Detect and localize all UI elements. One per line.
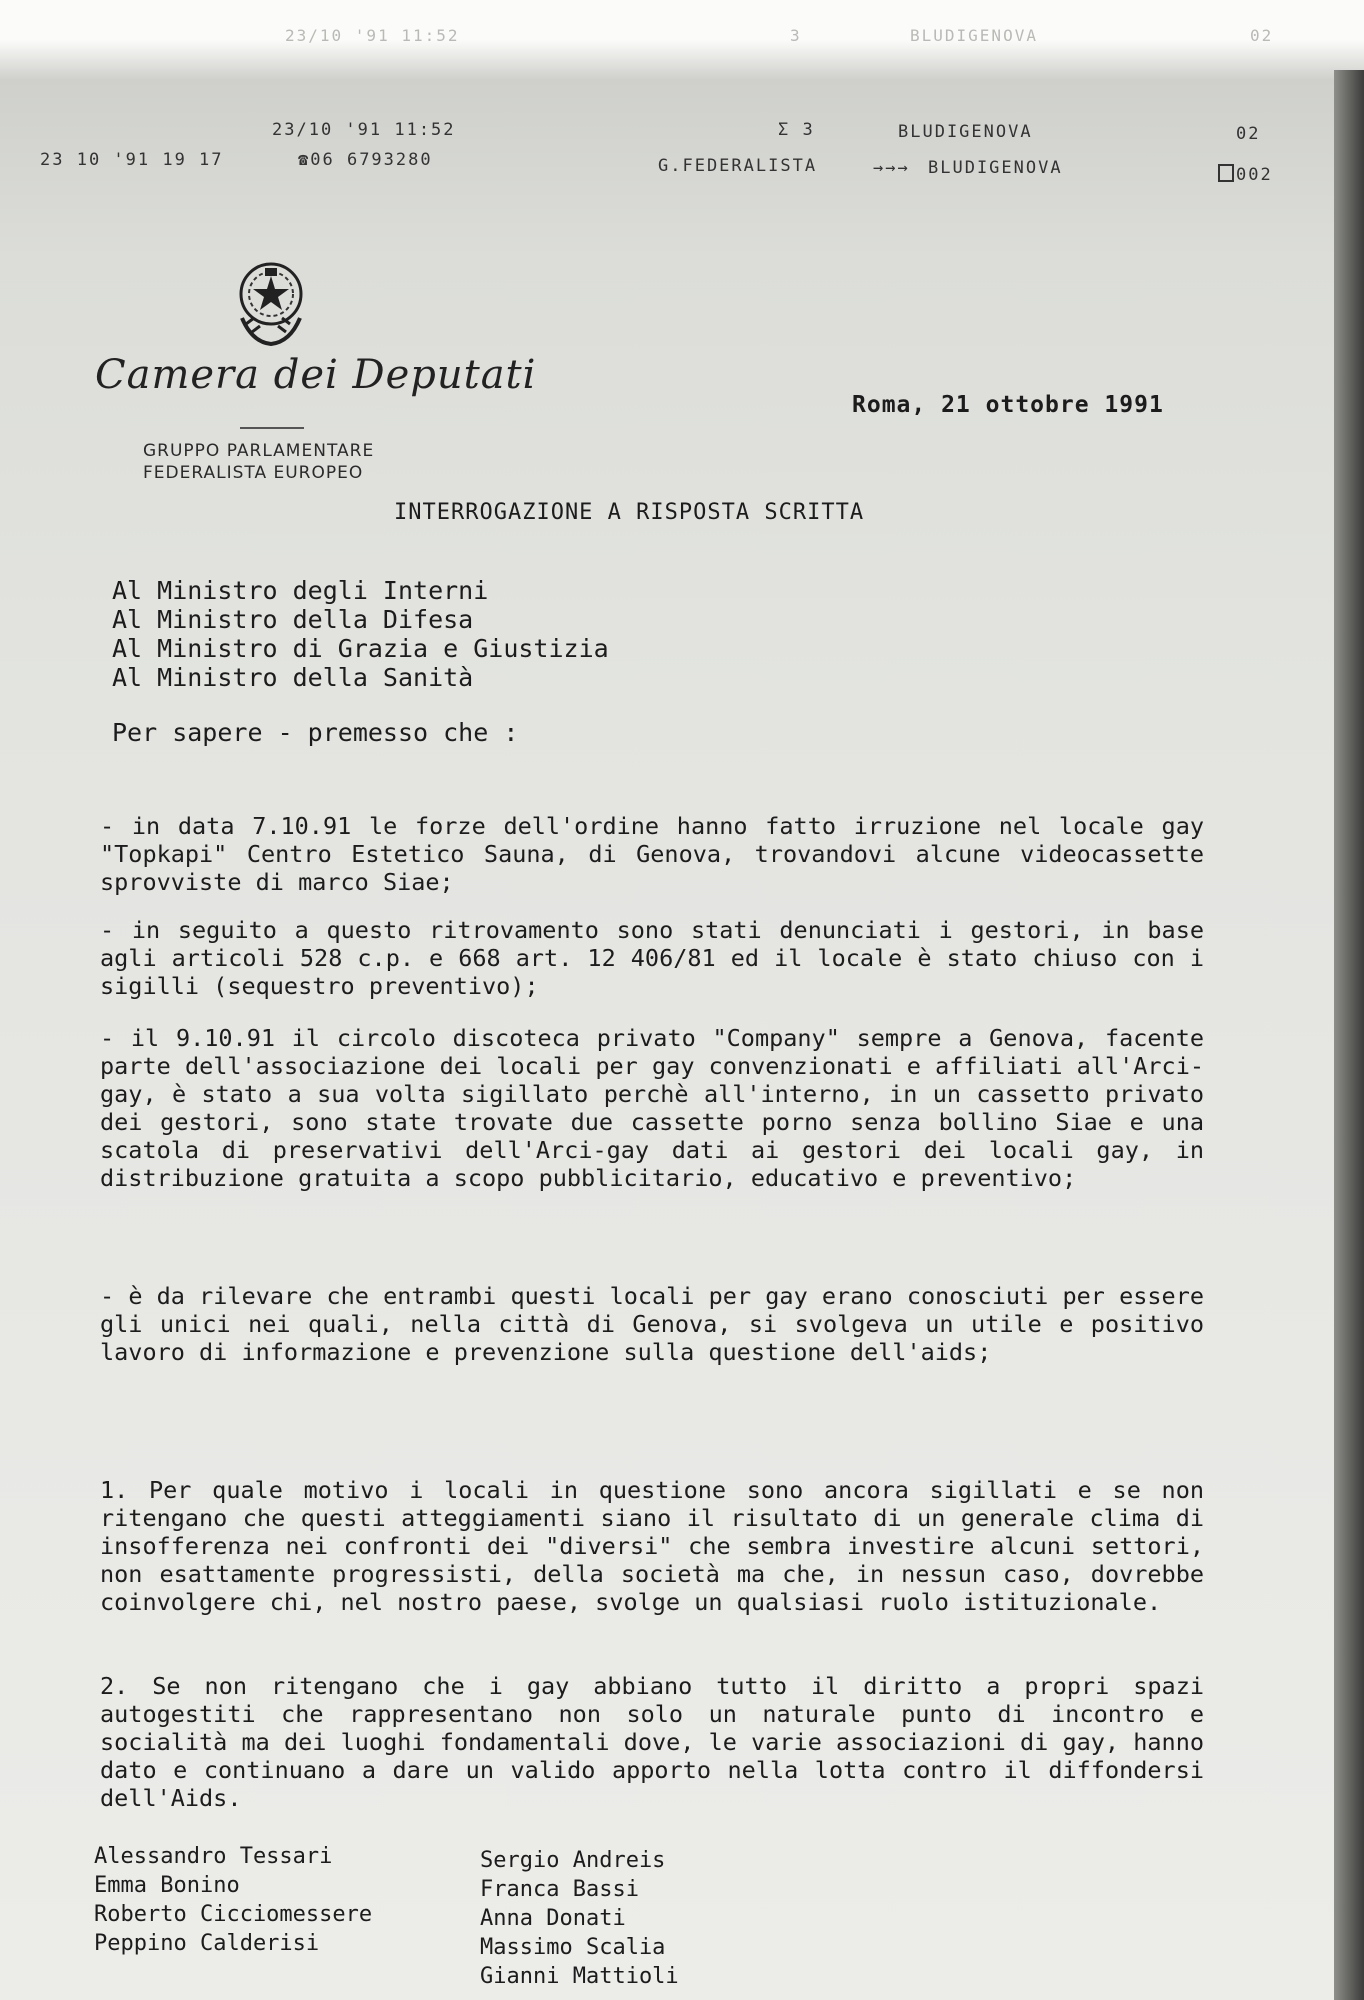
fax-line1-dest: BLUDIGENOVA	[898, 122, 1033, 142]
signatory-name: Massimo Scalia	[480, 1935, 666, 1960]
premise-paragraph-3: - il 9.10.91 il circolo discoteca privato "Company" sempre a Genova, facente parte dell'associazione dei locali per gay convenzionati e affiliati all'Arci-gay, è stato a sua volta sigillato perchè all'interno, in un cassetto privato dei gestori, sono state trovate due cassette porno senza bollino Siae e una scatola di preservativi dell'Arci-gay dati ai gestori dei locali gay, in distribuzione gratuita a scopo pubblicitario, educativo e preventivo;	[100, 1024, 1204, 1192]
scan-edge-shadow	[1334, 70, 1364, 2000]
fax-sigma-icon: Σ	[778, 120, 803, 140]
premise-paragraph-1: - in data 7.10.91 le forze dell'ordine hanno fatto irruzione nel locale gay "Topkapi" Centro Estetico Sauna, di Genova, trovandovi alcune videocassette sprovviste di marco Siae;	[100, 812, 1204, 896]
question-1: 1. Per quale motivo i locali in questione sono ancora sigillati e se non ritengano che questi atteggiamenti siano il risultato di un generale clima di insofferenza nei confronti dei "diversi" che sembra investire alcuni settori, non esattamente progressisti, della società ma che, in nessun caso, dovrebbe coinvolgere chi, nel nostro paese, svolge un qualsiasi ruolo istituzionale.	[100, 1476, 1204, 1616]
premise-paragraph-2: - in seguito a questo ritrovamento sono stati denunciati i gestori, in base agli articoli 528 c.p. e 668 art. 12 406/81 ed il locale è stato chiuso con i sigilli (sequestro preventivo);	[100, 916, 1204, 1000]
recipient-item: Al Ministro degli Interni	[112, 576, 489, 605]
signatory-name: Peppino Calderisi	[94, 1931, 320, 1956]
recipients-list	[112, 576, 609, 692]
fax-ghost-date-time: 23/10 '91 11:52	[285, 26, 460, 45]
signatory-name: Franca Bassi	[480, 1877, 639, 1902]
premise-line: Per sapere - premesso che :	[112, 718, 519, 747]
fax-line2-dest: BLUDIGENOVA	[928, 158, 1063, 178]
signatory-name: Roberto Cicciomessere	[94, 1902, 373, 1927]
group-line-2: FEDERALISTA EUROPEO	[143, 463, 364, 483]
recipient-item: Al Ministro di Grazia e Giustizia	[112, 634, 609, 663]
document-title: INTERROGAZIONE A RISPOSTA SCRITTA	[394, 500, 865, 525]
recipient-item: Al Ministro della Sanità	[112, 663, 474, 692]
fax-page-box-icon	[1218, 164, 1234, 182]
letterhead-group	[143, 440, 374, 484]
signatory-name: Emma Bonino	[94, 1873, 240, 1898]
fax-line1-page-no: 02	[1236, 124, 1261, 144]
recipient-item: Al Ministro della Difesa	[112, 605, 474, 634]
signatories-right	[480, 1846, 679, 1991]
signatory-name: Alessandro Tessari	[94, 1844, 333, 1869]
fax-ghost-header	[0, 22, 1340, 46]
fax-line2-date-time: 23 10 '91 19 17	[40, 150, 224, 170]
fax-line2-phone: ☎06 6793280	[298, 150, 433, 170]
italian-republic-emblem-icon	[232, 258, 310, 348]
fax-ghost-page-mark: 3	[790, 26, 802, 45]
letterhead-rule	[240, 427, 304, 429]
fax-line1-date-time: 23/10 '91 11:52	[272, 120, 456, 140]
group-line-1: GRUPPO PARLAMENTARE	[143, 441, 375, 461]
fax-line2-page-no: 002	[1218, 164, 1273, 185]
signatories-left	[94, 1842, 372, 1958]
fax-phone-icon: ☎	[298, 150, 311, 170]
document-date: Roma, 21 ottobre 1991	[852, 392, 1164, 418]
fax-ghost-page-no: 02	[1250, 26, 1274, 45]
signatory-name: Sergio Andreis	[480, 1848, 666, 1873]
question-2: 2. Se non ritengano che i gay abbiano tutto il diritto a propri spazi autogestiti che rappresentano non solo un naturale punto di incontro e socialità ma dei luoghi fondamentali dove, le varie associazioni di gay, hanno dato e continuano a dare un valido apporto nella lotta contro il diffondersi dell'Aids.	[100, 1672, 1204, 1812]
fax-line2-arrow: →→→	[873, 158, 910, 178]
signatory-name: Gianni Mattioli	[480, 1964, 679, 1989]
fax-ghost-dest: BLUDIGENOVA	[910, 26, 1038, 45]
signatory-name: Anna Donati	[480, 1906, 626, 1931]
fax-line1-page-mark: Σ 3	[778, 120, 815, 140]
fax-line2-sender: G.FEDERALISTA	[658, 156, 818, 176]
letterhead-institution: Camera dei Deputati	[95, 352, 537, 398]
premise-paragraph-4: - è da rilevare che entrambi questi locali per gay erano conosciuti per essere gli unici nei quali, nella città di Genova, si svolgeva un utile e positivo lavoro di informazione e prevenzione sulla questione dell'aids;	[100, 1282, 1204, 1366]
